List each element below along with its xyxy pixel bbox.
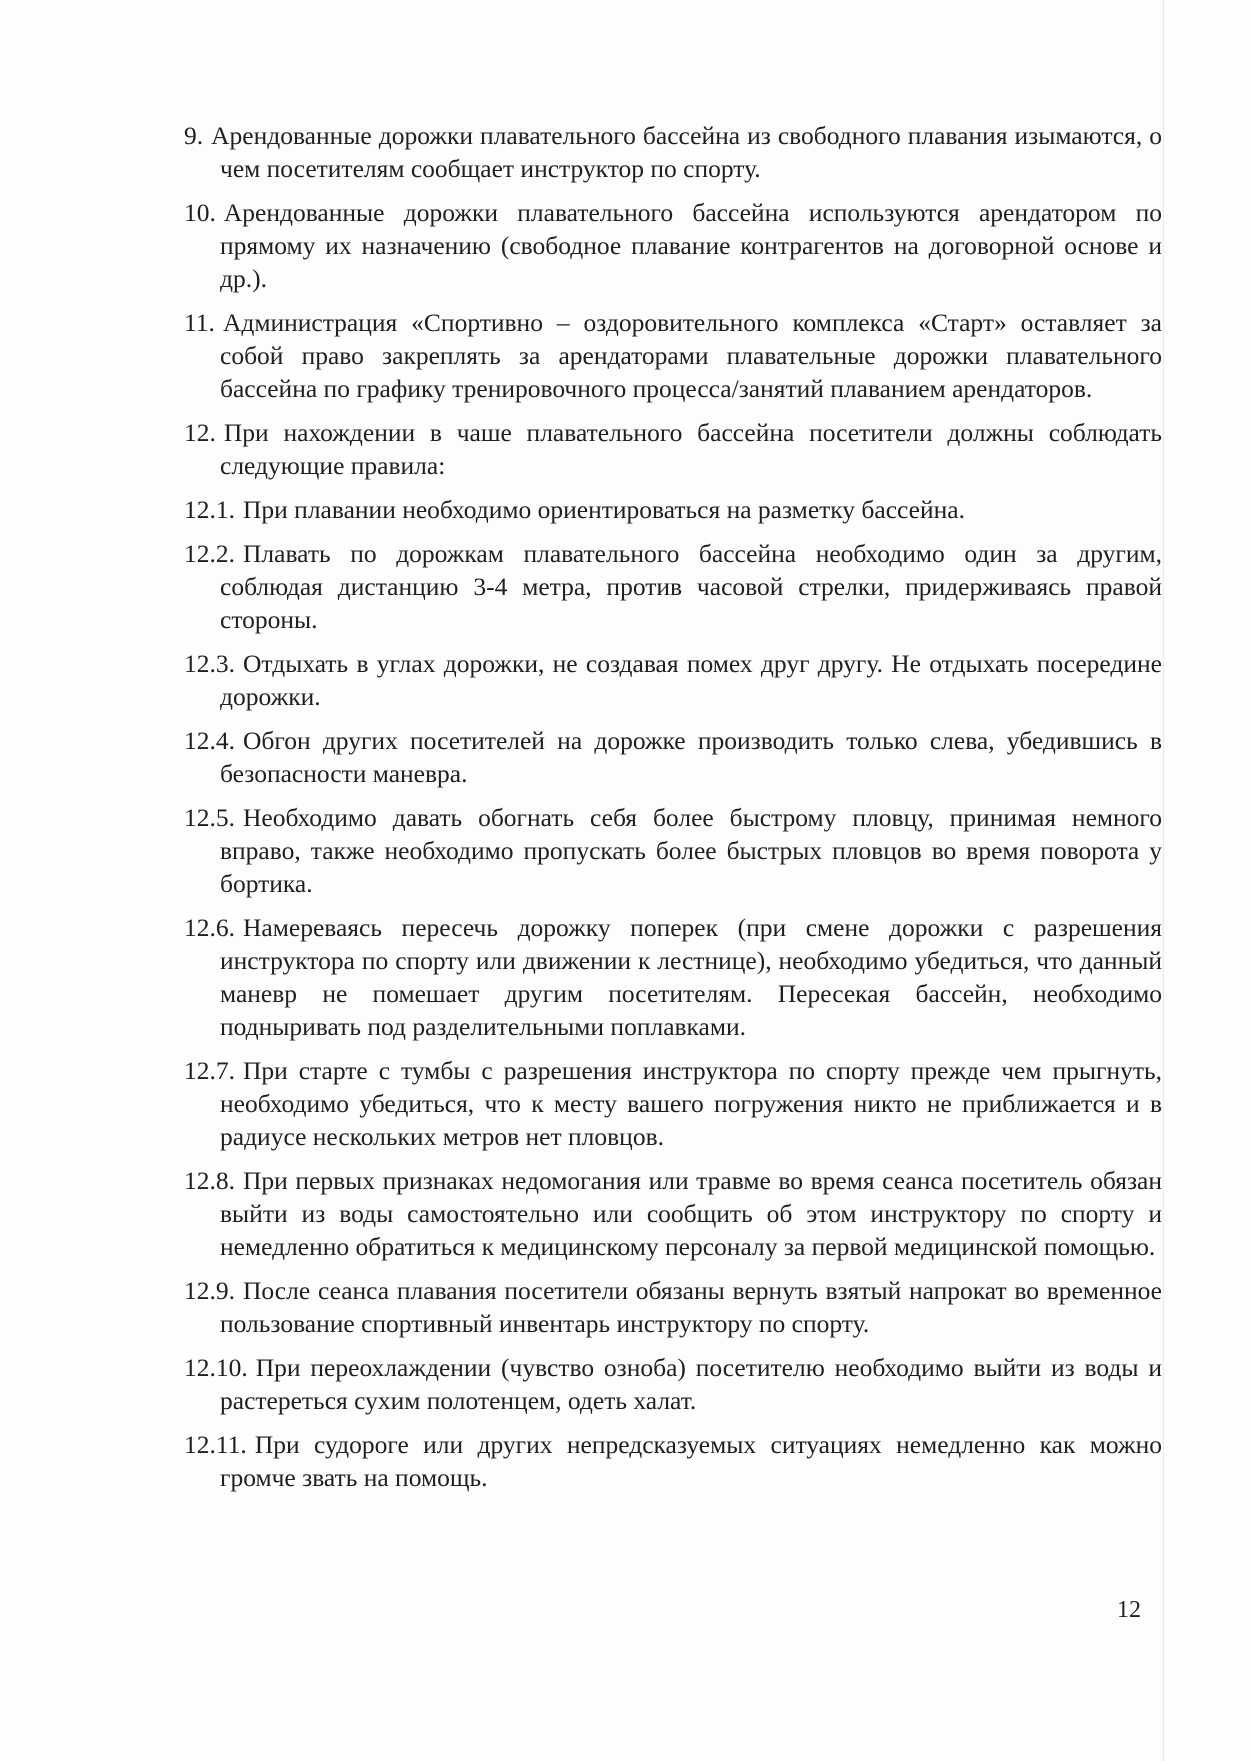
rule-item-12-4 <box>184 724 1162 790</box>
rule-item-12 <box>184 416 1162 482</box>
page-edge-line <box>1163 0 1164 1761</box>
rule-item-12-1 <box>184 493 1162 526</box>
rule-number: 12.5. <box>184 803 235 832</box>
rule-number: 9. <box>184 121 204 150</box>
rule-text: Намереваясь пересечь дорожку поперек (при смене дорожки с разрешения инструктора по спорту или движении к лестнице), необходимо убедиться, что данный маневр не помешает другим посетителям. Пересекая бассейн, необходимо подныривать под разделительными поплавками. <box>220 913 1162 1041</box>
rule-number: 12.10. <box>184 1353 248 1382</box>
rule-item-12-10 <box>184 1351 1162 1417</box>
rule-number: 12.8. <box>184 1166 235 1195</box>
rule-number: 12.3. <box>184 649 235 678</box>
rule-number: 12.7. <box>184 1056 235 1085</box>
rule-text: При старте с тумбы с разрешения инструктора по спорту прежде чем прыгнуть, необходимо убедиться, что к месту вашего погружения никто не приближается и в радиусе нескольких метров нет пловцов. <box>220 1056 1162 1151</box>
rules-list <box>184 119 1162 1505</box>
rule-number: 10. <box>184 198 216 227</box>
rule-item-12-11 <box>184 1428 1162 1494</box>
rule-text: При первых признаках недомогания или травме во время сеанса посетитель обязан выйти из воды самостоятельно или сообщить об этом инструктору по спорту и немедленно обратиться к медицинскому персоналу за первой медицинской помощью. <box>220 1166 1162 1261</box>
rule-text: Арендованные дорожки плавательного бассейна используются арендатором по прямому их назначению (свободное плавание контрагентов на договорной основе и др.). <box>220 198 1162 293</box>
rule-item-12-9 <box>184 1274 1162 1340</box>
rule-item-11 <box>184 306 1162 405</box>
rule-text: Администрация «Спортивно – оздоровительного комплекса «Старт» оставляет за собой право закреплять за арендаторами плавательные дорожки плавательного бассейна по графику тренировочного процесса/занятий плаванием арендаторов. <box>220 308 1162 403</box>
rule-text: Обгон других посетителей на дорожке производить только слева, убедившись в безопасности маневра. <box>220 726 1162 788</box>
rule-item-10 <box>184 196 1162 295</box>
rule-text: При плавании необходимо ориентироваться на разметку бассейна. <box>243 495 965 524</box>
rule-text: Плавать по дорожкам плавательного бассейна необходимо один за другим, соблюдая дистанцию 3-4 метра, против часовой стрелки, придерживаясь правой стороны. <box>220 539 1162 634</box>
rule-number: 12.1. <box>184 495 235 524</box>
rule-text: Арендованные дорожки плавательного бассейна из свободного плавания изымаются, о чем посетителям сообщает инструктор по спорту. <box>211 121 1162 183</box>
rule-number: 12.6. <box>184 913 235 942</box>
rule-text: Отдыхать в углах дорожки, не создавая помех друг другу. Не отдыхать посередине дорожки. <box>220 649 1162 711</box>
rule-text: При судороге или других непредсказуемых ситуациях немедленно как можно громче звать на помощь. <box>220 1430 1162 1492</box>
rule-item-12-2 <box>184 537 1162 636</box>
rule-number: 12.2. <box>184 539 235 568</box>
rule-item-12-6 <box>184 911 1162 1043</box>
rule-item-12-8 <box>184 1164 1162 1263</box>
rule-number: 11. <box>184 308 215 337</box>
rule-number: 12.9. <box>184 1276 235 1305</box>
rule-item-9 <box>184 119 1162 185</box>
rule-text: При переохлаждении (чувство озноба) посетителю необходимо выйти из воды и растереться сухим полотенцем, одеть халат. <box>220 1353 1162 1415</box>
rule-item-12-3 <box>184 647 1162 713</box>
rule-text: При нахождении в чаше плавательного бассейна посетители должны соблюдать следующие правила: <box>220 418 1162 480</box>
rule-text: Необходимо давать обогнать себя более быстрому пловцу, принимая немного вправо, также необходимо пропускать более быстрых пловцов во время поворота у бортика. <box>220 803 1162 898</box>
rule-item-12-5 <box>184 801 1162 900</box>
rule-number: 12.11. <box>184 1430 247 1459</box>
rule-item-12-7 <box>184 1054 1162 1153</box>
rule-number: 12.4. <box>184 726 235 755</box>
rule-number: 12. <box>184 418 216 447</box>
page-number: 12 <box>1117 1597 1141 1623</box>
rule-text: После сеанса плавания посетители обязаны вернуть взятый напрокат во временное пользование спортивный инвентарь инструктору по спорту. <box>220 1276 1162 1338</box>
